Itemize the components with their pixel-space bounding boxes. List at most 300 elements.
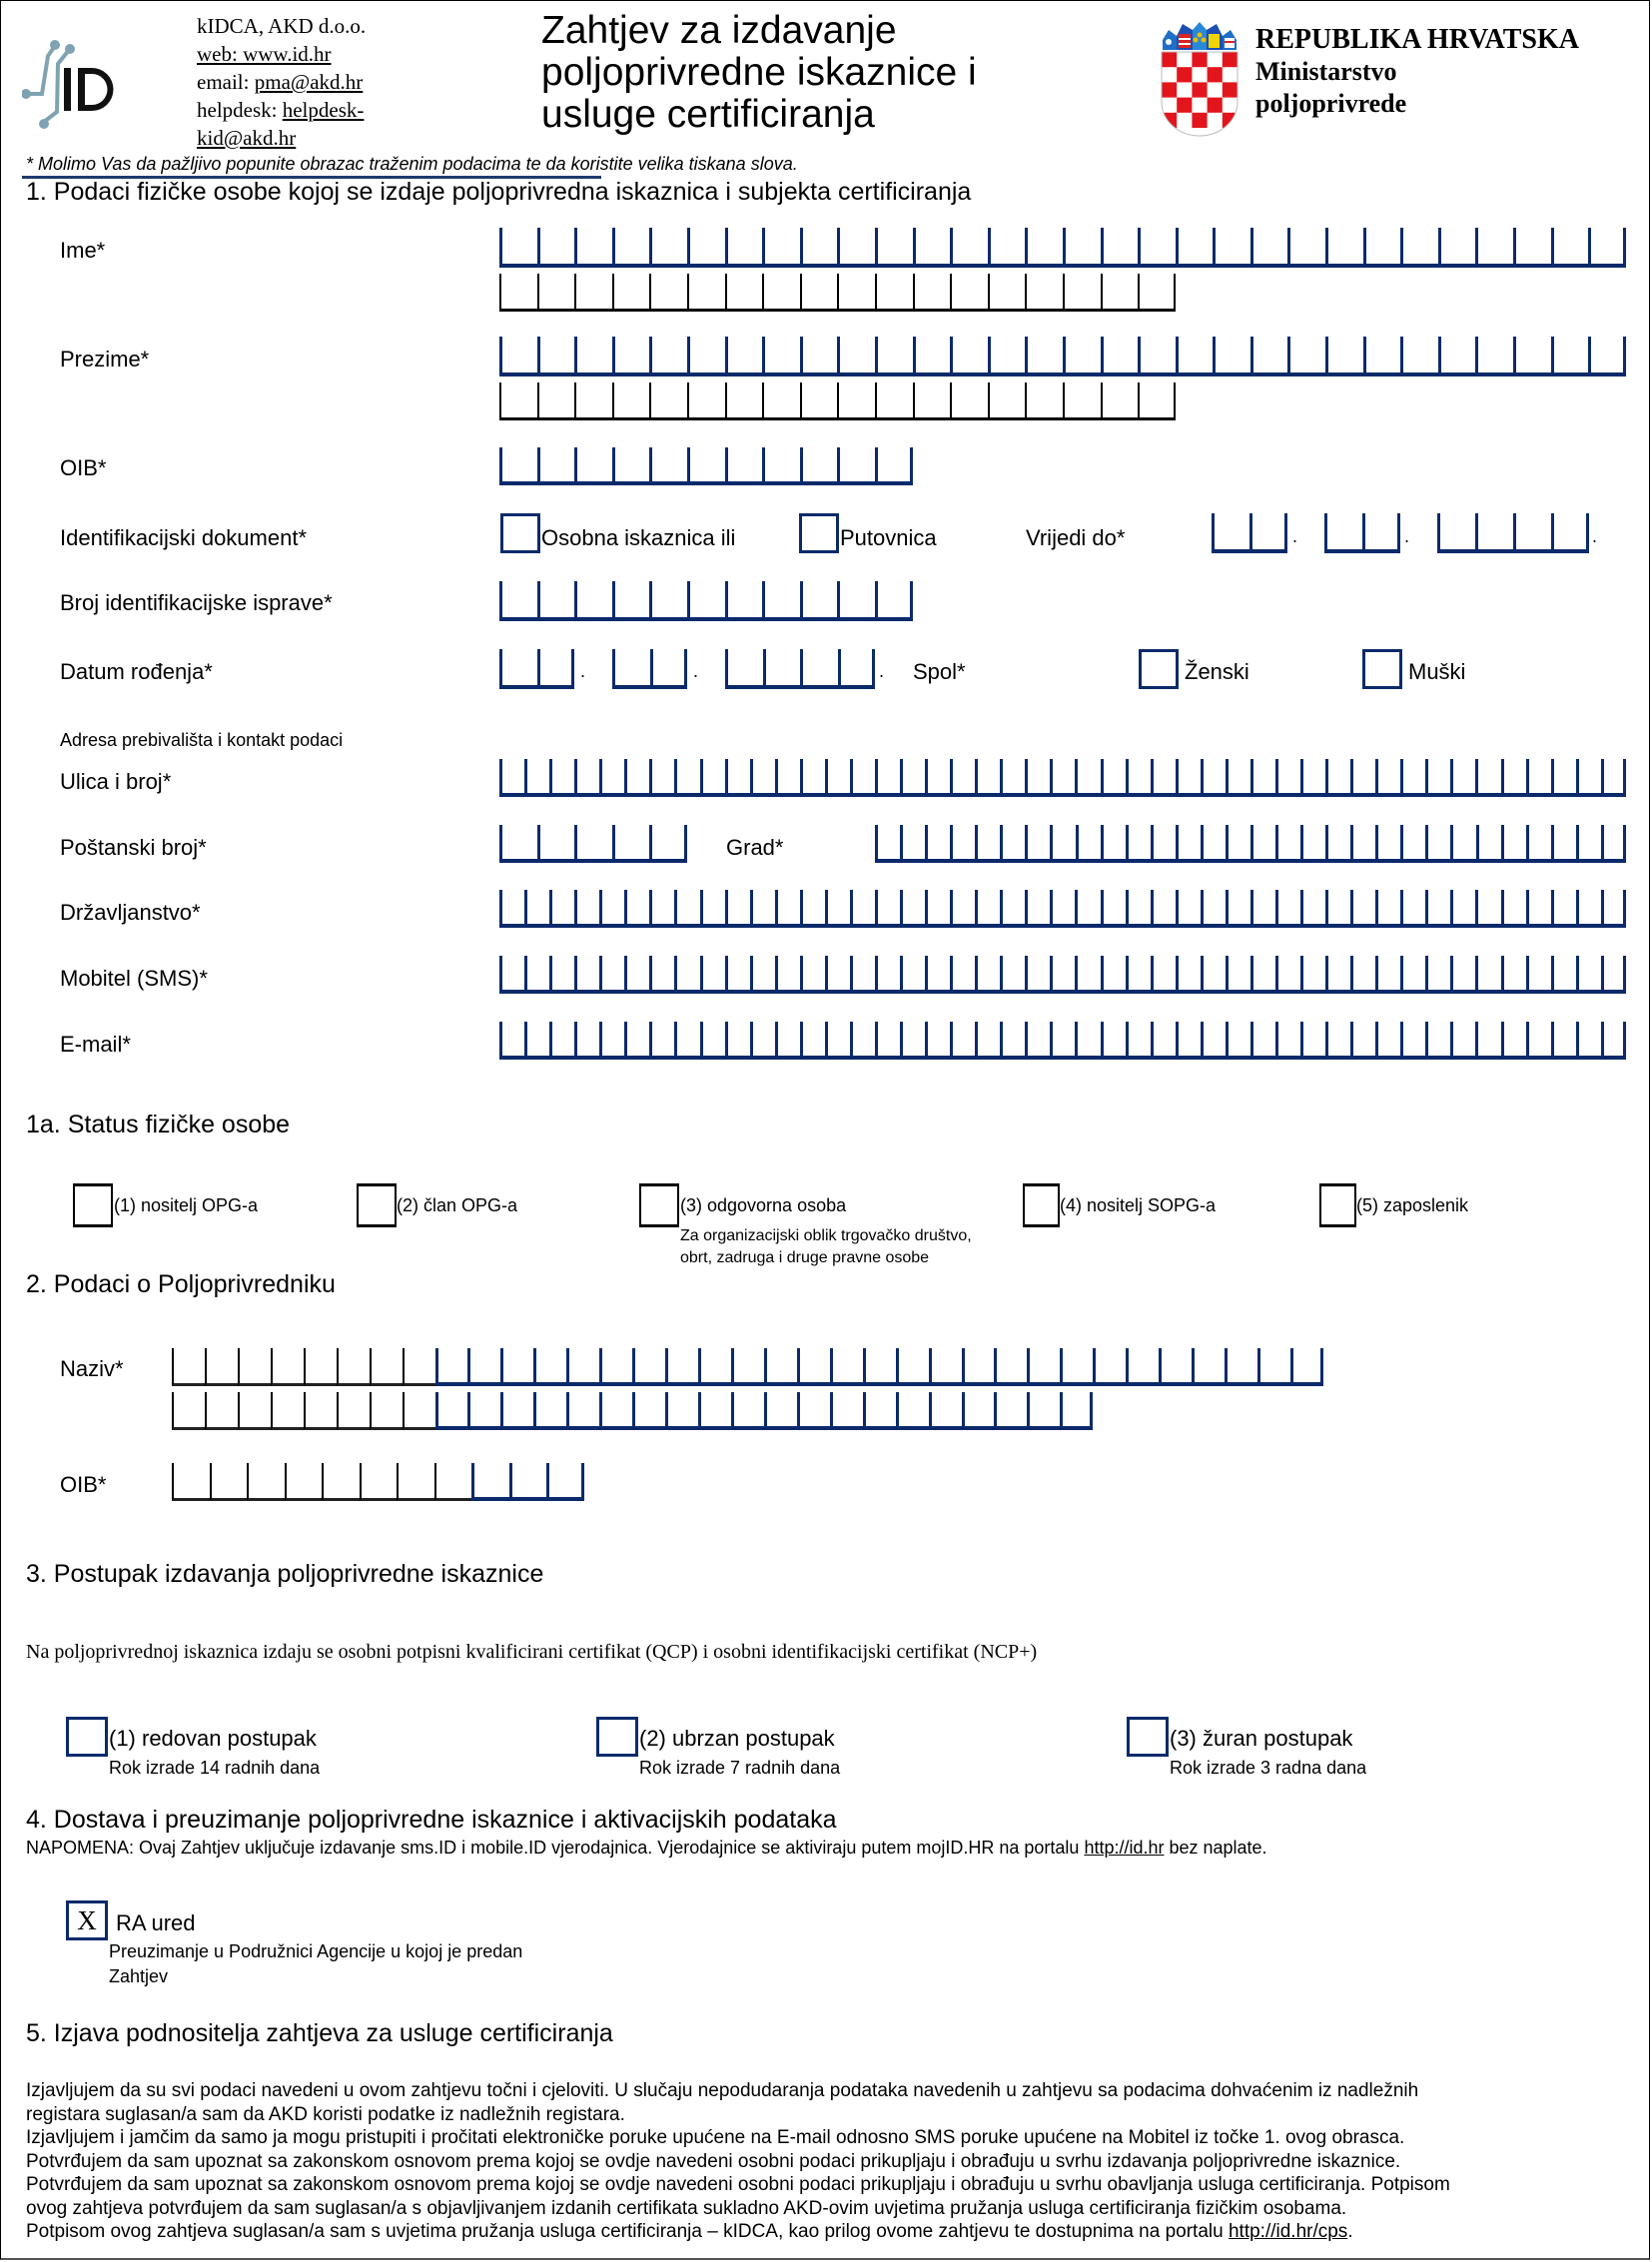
char-cell[interactable] <box>1025 825 1050 863</box>
char-cell[interactable] <box>988 382 1026 420</box>
char-cell[interactable] <box>537 825 575 863</box>
char-cell[interactable] <box>1176 337 1214 377</box>
char-cell[interactable] <box>1501 825 1526 863</box>
char-cell[interactable] <box>750 956 775 994</box>
char-cell[interactable] <box>1176 228 1214 268</box>
char-cell[interactable] <box>546 1463 584 1501</box>
char-cell[interactable] <box>1000 956 1025 994</box>
char-cell[interactable] <box>1400 956 1425 994</box>
char-cell[interactable] <box>1101 956 1126 994</box>
char-cell[interactable] <box>875 890 900 928</box>
char-cell[interactable] <box>1225 1348 1257 1386</box>
char-cell[interactable] <box>837 337 875 377</box>
char-cell[interactable] <box>850 890 875 928</box>
char-cell[interactable] <box>1101 382 1139 420</box>
char-cell[interactable] <box>800 228 838 268</box>
poljoprivrednik-oib-field[interactable] <box>172 1463 584 1501</box>
char-cell[interactable] <box>837 228 875 268</box>
char-cell[interactable] <box>1450 1022 1475 1060</box>
char-cell[interactable] <box>612 581 650 621</box>
char-cell[interactable] <box>896 1392 929 1430</box>
char-cell[interactable] <box>1350 956 1375 994</box>
char-cell[interactable] <box>764 1348 797 1386</box>
char-cell[interactable] <box>1425 759 1450 797</box>
char-cell[interactable] <box>1475 956 1500 994</box>
char-cell[interactable] <box>1201 956 1226 994</box>
char-cell[interactable] <box>1576 1022 1601 1060</box>
char-cell[interactable] <box>687 447 725 485</box>
char-cell[interactable] <box>1300 759 1325 797</box>
char-cell[interactable] <box>1325 228 1363 268</box>
char-cell[interactable] <box>900 759 925 797</box>
char-cell[interactable] <box>1526 1022 1551 1060</box>
char-cell[interactable] <box>524 956 549 994</box>
dob-year[interactable] <box>725 649 875 689</box>
char-cell[interactable] <box>403 1392 435 1430</box>
ime-field-row2[interactable] <box>499 274 1176 312</box>
char-cell[interactable] <box>1226 759 1250 797</box>
char-cell[interactable] <box>800 382 838 420</box>
org-web-link[interactable]: web: www.id.hr <box>197 42 332 66</box>
char-cell[interactable] <box>1475 1022 1500 1060</box>
char-cell[interactable] <box>975 825 1000 863</box>
char-cell[interactable] <box>1375 1022 1400 1060</box>
char-cell[interactable] <box>750 1022 775 1060</box>
char-cell[interactable] <box>649 825 687 863</box>
char-cell[interactable] <box>649 274 687 312</box>
char-cell[interactable] <box>1063 274 1101 312</box>
char-cell[interactable] <box>674 1022 699 1060</box>
char-cell[interactable] <box>337 1348 370 1386</box>
char-cell[interactable] <box>1513 337 1551 377</box>
char-cell[interactable] <box>549 890 574 928</box>
char-cell[interactable] <box>1101 825 1126 863</box>
char-cell[interactable] <box>1063 337 1101 377</box>
char-cell[interactable] <box>649 956 674 994</box>
char-cell[interactable] <box>1025 337 1063 377</box>
char-cell[interactable] <box>950 890 975 928</box>
char-cell[interactable] <box>797 1348 830 1386</box>
dob-month[interactable] <box>612 649 687 689</box>
char-cell[interactable] <box>1450 825 1475 863</box>
char-cell[interactable] <box>1425 890 1450 928</box>
char-cell[interactable] <box>337 1392 370 1430</box>
char-cell[interactable] <box>599 1348 632 1386</box>
char-cell[interactable] <box>825 1022 850 1060</box>
char-cell[interactable] <box>1450 890 1475 928</box>
char-cell[interactable] <box>913 382 951 420</box>
char-cell[interactable] <box>1576 890 1601 928</box>
cps-link[interactable]: http://id.hr/cps <box>1228 2221 1348 2242</box>
char-cell[interactable] <box>1350 825 1375 863</box>
char-cell[interactable] <box>1551 337 1589 377</box>
char-cell[interactable] <box>913 228 951 268</box>
char-cell[interactable] <box>172 1348 205 1386</box>
char-cell[interactable] <box>624 890 649 928</box>
mobitel-field[interactable] <box>499 956 1626 994</box>
prezime-field-row1[interactable] <box>499 337 1626 377</box>
char-cell[interactable] <box>537 447 575 485</box>
helpdesk-link-part2[interactable]: kid@akd.hr <box>197 126 297 150</box>
char-cell[interactable] <box>247 1463 285 1501</box>
char-cell[interactable] <box>1213 228 1250 268</box>
char-cell[interactable] <box>1126 1348 1159 1386</box>
char-cell[interactable] <box>1250 1022 1275 1060</box>
char-cell[interactable] <box>649 337 687 377</box>
char-cell[interactable] <box>1126 825 1151 863</box>
char-cell[interactable] <box>1400 337 1438 377</box>
char-cell[interactable] <box>1576 956 1601 994</box>
char-cell[interactable] <box>875 337 913 377</box>
char-cell[interactable] <box>499 581 537 621</box>
char-cell[interactable] <box>762 447 800 485</box>
char-cell[interactable] <box>1226 890 1250 928</box>
char-cell[interactable] <box>1151 890 1176 928</box>
char-cell[interactable] <box>1475 890 1500 928</box>
char-cell[interactable] <box>632 1348 665 1386</box>
char-cell[interactable] <box>775 1022 800 1060</box>
char-cell[interactable] <box>499 1022 524 1060</box>
char-cell[interactable] <box>1275 1022 1300 1060</box>
char-cell[interactable] <box>950 382 988 420</box>
char-cell[interactable] <box>1101 759 1126 797</box>
char-cell[interactable] <box>1400 890 1425 928</box>
char-cell[interactable] <box>1226 1022 1250 1060</box>
char-cell[interactable] <box>1375 825 1400 863</box>
char-cell[interactable] <box>800 649 838 689</box>
char-cell[interactable] <box>574 825 612 863</box>
char-cell[interactable] <box>1063 228 1101 268</box>
status-sopg-nositelj-checkbox[interactable] <box>1023 1183 1060 1227</box>
char-cell[interactable] <box>1287 228 1325 268</box>
char-cell[interactable] <box>1324 513 1362 553</box>
char-cell[interactable] <box>172 1463 210 1501</box>
char-cell[interactable] <box>731 1348 764 1386</box>
char-cell[interactable] <box>500 1348 533 1386</box>
char-cell[interactable] <box>574 228 612 268</box>
char-cell[interactable] <box>574 956 599 994</box>
char-cell[interactable] <box>1250 337 1288 377</box>
char-cell[interactable] <box>1138 382 1176 420</box>
char-cell[interactable] <box>725 649 763 689</box>
char-cell[interactable] <box>612 382 650 420</box>
char-cell[interactable] <box>665 1348 698 1386</box>
char-cell[interactable] <box>210 1463 248 1501</box>
char-cell[interactable] <box>875 956 900 994</box>
char-cell[interactable] <box>925 956 950 994</box>
char-cell[interactable] <box>434 1463 472 1501</box>
char-cell[interactable] <box>574 890 599 928</box>
char-cell[interactable] <box>900 956 925 994</box>
char-cell[interactable] <box>975 956 1000 994</box>
char-cell[interactable] <box>1176 956 1201 994</box>
char-cell[interactable] <box>1425 956 1450 994</box>
char-cell[interactable] <box>725 337 763 377</box>
char-cell[interactable] <box>775 890 800 928</box>
char-cell[interactable] <box>632 1392 665 1430</box>
char-cell[interactable] <box>1126 890 1151 928</box>
char-cell[interactable] <box>1060 1392 1093 1430</box>
char-cell[interactable] <box>1551 513 1589 553</box>
id-hr-link[interactable]: http://id.hr <box>1084 1838 1165 1858</box>
char-cell[interactable] <box>837 447 875 485</box>
char-cell[interactable] <box>1201 1022 1226 1060</box>
ime-field-row1[interactable] <box>499 228 1626 268</box>
char-cell[interactable] <box>825 890 850 928</box>
char-cell[interactable] <box>1601 759 1626 797</box>
char-cell[interactable] <box>549 956 574 994</box>
char-cell[interactable] <box>929 1348 962 1386</box>
char-cell[interactable] <box>1212 513 1249 553</box>
char-cell[interactable] <box>1250 759 1275 797</box>
char-cell[interactable] <box>1250 890 1275 928</box>
char-cell[interactable] <box>1250 956 1275 994</box>
char-cell[interactable] <box>1176 890 1201 928</box>
char-cell[interactable] <box>837 581 875 621</box>
char-cell[interactable] <box>1027 1392 1060 1430</box>
char-cell[interactable] <box>875 274 913 312</box>
char-cell[interactable] <box>524 759 549 797</box>
char-cell[interactable] <box>830 1392 863 1430</box>
char-cell[interactable] <box>775 759 800 797</box>
char-cell[interactable] <box>863 1348 896 1386</box>
char-cell[interactable] <box>1300 956 1325 994</box>
char-cell[interactable] <box>1300 1022 1325 1060</box>
char-cell[interactable] <box>1400 1022 1425 1060</box>
char-cell[interactable] <box>1050 890 1075 928</box>
char-cell[interactable] <box>599 1392 632 1430</box>
char-cell[interactable] <box>674 759 699 797</box>
char-cell[interactable] <box>1126 759 1151 797</box>
char-cell[interactable] <box>1226 825 1250 863</box>
char-cell[interactable] <box>1551 759 1576 797</box>
char-cell[interactable] <box>499 759 524 797</box>
char-cell[interactable] <box>1257 1348 1290 1386</box>
char-cell[interactable] <box>763 649 801 689</box>
char-cell[interactable] <box>950 759 975 797</box>
char-cell[interactable] <box>537 228 575 268</box>
char-cell[interactable] <box>650 649 688 689</box>
char-cell[interactable] <box>950 337 988 377</box>
char-cell[interactable] <box>698 1348 731 1386</box>
char-cell[interactable] <box>360 1463 398 1501</box>
char-cell[interactable] <box>574 759 599 797</box>
char-cell[interactable] <box>687 274 725 312</box>
char-cell[interactable] <box>1588 337 1626 377</box>
char-cell[interactable] <box>1275 890 1300 928</box>
char-cell[interactable] <box>950 228 988 268</box>
char-cell[interactable] <box>599 759 624 797</box>
char-cell[interactable] <box>537 649 575 689</box>
char-cell[interactable] <box>1000 1022 1025 1060</box>
char-cell[interactable] <box>896 1348 929 1386</box>
status-odgovorna-osoba-checkbox[interactable] <box>639 1183 679 1227</box>
char-cell[interactable] <box>925 825 950 863</box>
char-cell[interactable] <box>574 274 612 312</box>
char-cell[interactable] <box>271 1392 304 1430</box>
char-cell[interactable] <box>1101 337 1139 377</box>
char-cell[interactable] <box>1526 956 1551 994</box>
char-cell[interactable] <box>994 1348 1027 1386</box>
char-cell[interactable] <box>1526 890 1551 928</box>
char-cell[interactable] <box>435 1348 468 1386</box>
char-cell[interactable] <box>1501 956 1526 994</box>
char-cell[interactable] <box>574 581 612 621</box>
char-cell[interactable] <box>612 825 650 863</box>
char-cell[interactable] <box>1201 759 1226 797</box>
char-cell[interactable] <box>830 1348 863 1386</box>
char-cell[interactable] <box>725 228 763 268</box>
char-cell[interactable] <box>599 1022 624 1060</box>
char-cell[interactable] <box>1025 759 1050 797</box>
drzavljanstvo-field[interactable] <box>499 890 1626 928</box>
char-cell[interactable] <box>1290 1348 1323 1386</box>
char-cell[interactable] <box>397 1463 434 1501</box>
char-cell[interactable] <box>1475 759 1500 797</box>
char-cell[interactable] <box>612 274 650 312</box>
char-cell[interactable] <box>1601 956 1626 994</box>
ubrzan-postupak-checkbox[interactable] <box>596 1717 638 1757</box>
char-cell[interactable] <box>533 1348 566 1386</box>
char-cell[interactable] <box>1601 1022 1626 1060</box>
email-field[interactable] <box>499 1022 1626 1060</box>
char-cell[interactable] <box>1075 956 1100 994</box>
char-cell[interactable] <box>900 890 925 928</box>
char-cell[interactable] <box>1300 890 1325 928</box>
char-cell[interactable] <box>649 228 687 268</box>
char-cell[interactable] <box>435 1392 468 1430</box>
char-cell[interactable] <box>1400 759 1425 797</box>
char-cell[interactable] <box>674 890 699 928</box>
char-cell[interactable] <box>800 274 838 312</box>
char-cell[interactable] <box>1450 759 1475 797</box>
char-cell[interactable] <box>1151 1022 1176 1060</box>
char-cell[interactable] <box>1551 228 1589 268</box>
char-cell[interactable] <box>750 890 775 928</box>
ra-ured-checkbox[interactable] <box>66 1900 108 1940</box>
char-cell[interactable] <box>800 890 825 928</box>
char-cell[interactable] <box>988 274 1026 312</box>
osobna-checkbox[interactable] <box>500 513 540 553</box>
char-cell[interactable] <box>800 759 825 797</box>
char-cell[interactable] <box>1501 890 1526 928</box>
char-cell[interactable] <box>1201 825 1226 863</box>
char-cell[interactable] <box>962 1392 995 1430</box>
char-cell[interactable] <box>1151 956 1176 994</box>
char-cell[interactable] <box>1093 1348 1126 1386</box>
char-cell[interactable] <box>1201 890 1226 928</box>
zuran-postupak-checkbox[interactable] <box>1127 1717 1169 1757</box>
char-cell[interactable] <box>1000 890 1025 928</box>
char-cell[interactable] <box>725 956 750 994</box>
char-cell[interactable] <box>762 228 800 268</box>
status-opg-clan-checkbox[interactable] <box>357 1183 397 1227</box>
char-cell[interactable] <box>950 1022 975 1060</box>
char-cell[interactable] <box>271 1348 304 1386</box>
char-cell[interactable] <box>1176 1022 1201 1060</box>
char-cell[interactable] <box>1551 890 1576 928</box>
char-cell[interactable] <box>1325 759 1350 797</box>
char-cell[interactable] <box>700 759 725 797</box>
char-cell[interactable] <box>1101 1022 1126 1060</box>
char-cell[interactable] <box>800 1022 825 1060</box>
char-cell[interactable] <box>929 1392 962 1430</box>
char-cell[interactable] <box>1350 1022 1375 1060</box>
zenski-checkbox[interactable] <box>1139 649 1179 689</box>
char-cell[interactable] <box>1437 513 1475 553</box>
char-cell[interactable] <box>533 1392 566 1430</box>
char-cell[interactable] <box>962 1348 995 1386</box>
char-cell[interactable] <box>1226 956 1250 994</box>
char-cell[interactable] <box>825 956 850 994</box>
dob-day[interactable] <box>499 649 574 689</box>
char-cell[interactable] <box>1075 890 1100 928</box>
char-cell[interactable] <box>1025 1022 1050 1060</box>
char-cell[interactable] <box>825 759 850 797</box>
char-cell[interactable] <box>725 382 763 420</box>
muski-checkbox[interactable] <box>1362 649 1402 689</box>
char-cell[interactable] <box>1101 274 1139 312</box>
char-cell[interactable] <box>1325 337 1363 377</box>
char-cell[interactable] <box>797 1392 830 1430</box>
char-cell[interactable] <box>1400 228 1438 268</box>
char-cell[interactable] <box>1438 337 1476 377</box>
char-cell[interactable] <box>762 382 800 420</box>
char-cell[interactable] <box>725 581 763 621</box>
char-cell[interactable] <box>1249 513 1287 553</box>
char-cell[interactable] <box>537 337 575 377</box>
prezime-field-row2[interactable] <box>499 382 1176 420</box>
char-cell[interactable] <box>574 1022 599 1060</box>
char-cell[interactable] <box>499 649 537 689</box>
char-cell[interactable] <box>731 1392 764 1430</box>
char-cell[interactable] <box>875 382 913 420</box>
status-zaposlenik-checkbox[interactable] <box>1319 1183 1356 1227</box>
char-cell[interactable] <box>612 649 650 689</box>
char-cell[interactable] <box>370 1392 403 1430</box>
char-cell[interactable] <box>1375 890 1400 928</box>
char-cell[interactable] <box>1513 513 1551 553</box>
char-cell[interactable] <box>1501 1022 1526 1060</box>
helpdesk-link-part1[interactable]: helpdesk- <box>282 98 365 122</box>
char-cell[interactable] <box>1025 890 1050 928</box>
char-cell[interactable] <box>1050 1022 1075 1060</box>
char-cell[interactable] <box>1176 825 1201 863</box>
char-cell[interactable] <box>649 382 687 420</box>
char-cell[interactable] <box>875 759 900 797</box>
char-cell[interactable] <box>837 274 875 312</box>
char-cell[interactable] <box>1075 759 1100 797</box>
char-cell[interactable] <box>599 956 624 994</box>
char-cell[interactable] <box>1588 228 1626 268</box>
char-cell[interactable] <box>499 228 537 268</box>
char-cell[interactable] <box>975 1022 1000 1060</box>
char-cell[interactable] <box>1576 759 1601 797</box>
char-cell[interactable] <box>1075 1022 1100 1060</box>
char-cell[interactable] <box>322 1463 360 1501</box>
char-cell[interactable] <box>1027 1348 1060 1386</box>
char-cell[interactable] <box>725 890 750 928</box>
vrijedi-do-day[interactable] <box>1212 513 1287 553</box>
char-cell[interactable] <box>1526 825 1551 863</box>
char-cell[interactable] <box>1287 337 1325 377</box>
char-cell[interactable] <box>725 447 763 485</box>
char-cell[interactable] <box>687 337 725 377</box>
char-cell[interactable] <box>925 890 950 928</box>
char-cell[interactable] <box>574 382 612 420</box>
char-cell[interactable] <box>624 1022 649 1060</box>
char-cell[interactable] <box>499 825 537 863</box>
